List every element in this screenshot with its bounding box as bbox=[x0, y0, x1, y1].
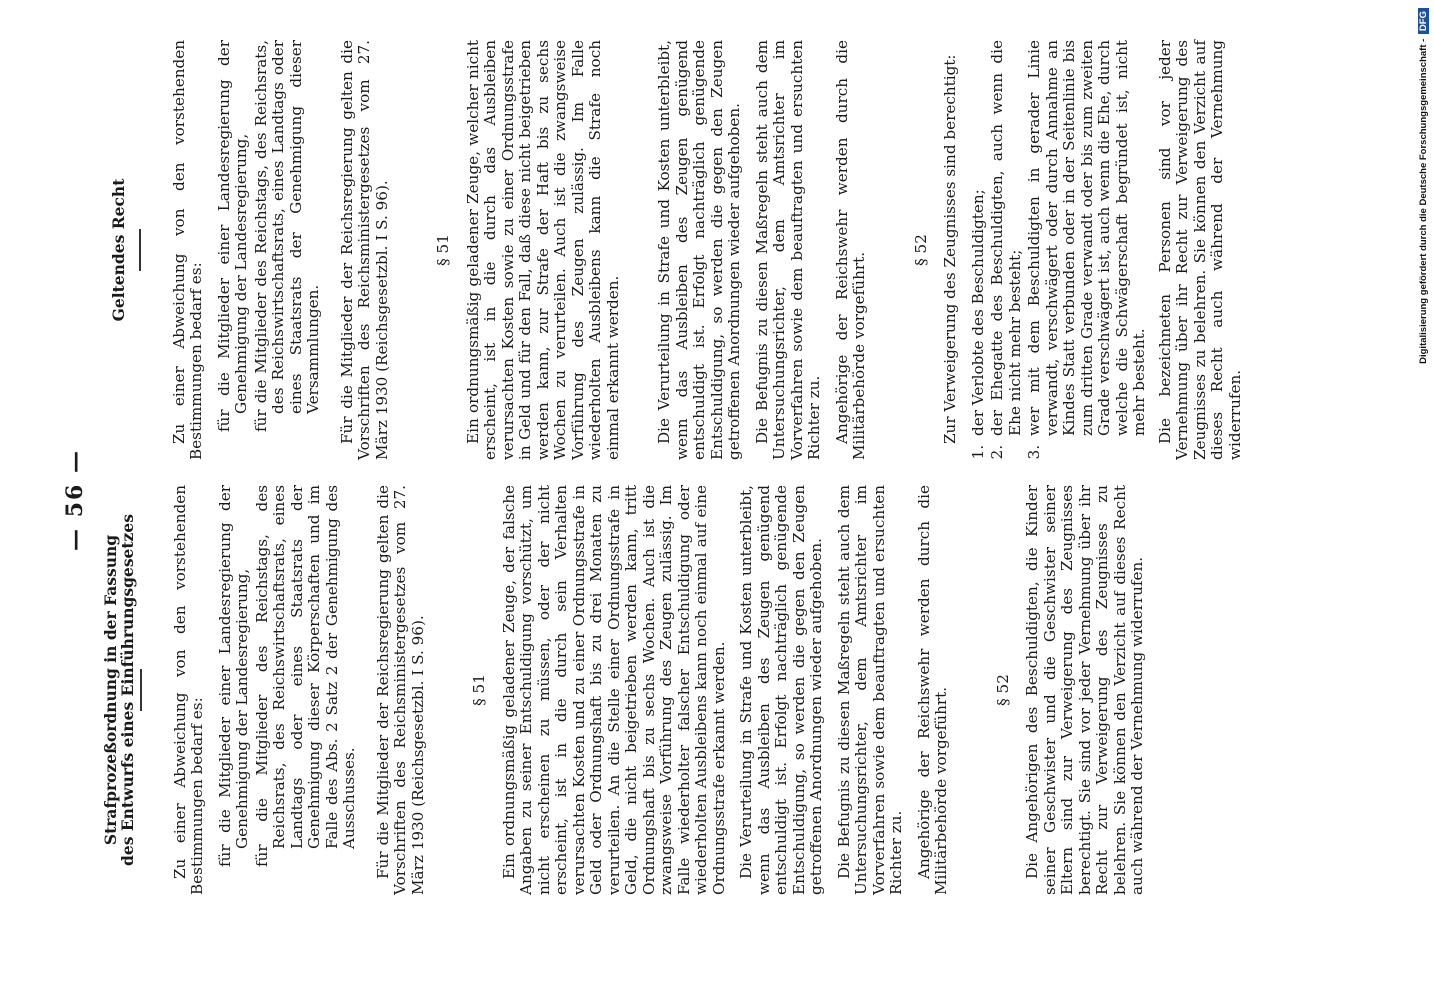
right-reichsminister: Für die Mitglieder der Reichsregierung gelten die Vorschriften des Reichsministergesetzes vom 27. März 1930 (Reichsgesetzbl. I S. 96). bbox=[337, 40, 391, 460]
left-column-title bbox=[102, 485, 136, 895]
right-column-title: Geltendes Recht bbox=[109, 178, 128, 322]
digitization-notice bbox=[1418, 8, 1432, 388]
dfg-logo: DFG bbox=[1418, 8, 1429, 34]
right-section-51: § 51 bbox=[434, 234, 452, 266]
right-51-p3: Die Befugnis zu diesen Maßregeln steht auch dem Untersuchungsrichter, dem Amtsrichter im Vorverfahren sowie dem beauftragten und ersuchten Richter zu. bbox=[752, 40, 823, 460]
right-52-list bbox=[970, 40, 1149, 460]
left-item-1: für die Mitglieder einer Landesregierung der Genehmigung der Landesregierung, bbox=[215, 485, 251, 867]
list-item: 1. der Verlobte des Beschuldigten; bbox=[970, 40, 988, 440]
right-51-p1: Ein ordnungsmäßig geladener Zeuge, welcher nicht erscheint, ist in die durch das Ausbleiben verursachten Kosten sowie zu einer Ordnungsstrafe in Geld und für den Fall, daß diese nicht beigetrieben werden kann, zur Strafe der Haft bis zu sechs Wochen zu verurteilen. Auch ist die zwangsweise Vorführung des Zeugen zulässig. Im Falle wiederholten Ausbleibens kann die Strafe noch einmal erkannt werden. bbox=[463, 40, 622, 460]
left-51-p4: Angehörige der Reichswehr werden durch die Militärbehörde vorgeführt. bbox=[914, 485, 950, 895]
right-column bbox=[102, 40, 1254, 460]
right-51-p4: Angehörige der Reichswehr werden durch die Militärbehörde vorgeführt. bbox=[832, 40, 868, 460]
left-title-line-2: des Entwurfs eines Einführungsgesetzes bbox=[118, 514, 137, 866]
right-section-52: § 52 bbox=[911, 234, 930, 266]
sidebar-credit: Digitalisierung gefördert durch die Deutsche Forschungsgemeinschaft - bbox=[1418, 38, 1429, 364]
right-51-p2: Die Verurteilung in Strafe und Kosten unterbleibt, wenn das Ausbleiben des Zeugen genügend entschuldigt ist. Erfolgt nachträglich genügende Entschuldigung, so werden die gegen den Zeugen getroffenen Anordnungen wieder aufgehoben. bbox=[655, 40, 743, 460]
page-number: — 56 — bbox=[62, 449, 88, 551]
right-52-intro: Zur Verweigerung des Zeugnisses sind berechtigt: bbox=[941, 54, 959, 444]
left-52-p1: Die Angehörigen des Beschuldigten, die Kinder seiner Geschwister und die Geschwister seiner Eltern sind zur Verweigerung des Zeugnisses berechtigt. Sie sind vor jeder Vernehmung über ihr Recht zur Verweigerung des Zeugnisses zu belehren. Sie können den Verzicht auf dieses Recht auch während der Vernehmung widerrufen. bbox=[1023, 485, 1146, 895]
left-51-p3: Die Befugnis zu diesen Maßregeln steht auch dem Untersuchungsrichter, dem Amtsrichter im Vorverfahren sowie dem beauftragten und ersuchten Richter zu. bbox=[834, 485, 905, 895]
list-item: 3. wer mit dem Beschuldigten in gerader Linie verwandt, verschwägert oder durch Annahme an Kindes Statt verbunden oder in der Seitenlinie bis zum dritten Grade verwandt oder bis zum zweiten Grade verschwägert ist, auch wenn die Ehe, durch welche die Schwägerschaft begründet ist, nicht mehr besteht. bbox=[1026, 40, 1149, 440]
right-intro: Zu einer Abweichung von den vorstehenden Bestimmungen bedarf es: bbox=[169, 40, 205, 460]
left-51-p1: Ein ordnungsmäßig geladener Zeuge, der falsche Angaben zu seiner Entschuldigung vorschützt, um nicht erscheinen zu müssen, oder der nicht erscheint, ist in die durch sein Verhalten verursachten Kosten und zu einer Ordnungsstrafe in Geld oder Ordnungshaft bis zu drei Monaten zu verurteilen. An die Stelle einer Ordnungsstrafe in Geld, die nicht beigetrieben werden kann, tritt Ordnungshaft bis zu sechs Wochen. Auch ist die zwangsweise Vorführung des Zeugen zulässig. Im Falle wiederholter falscher Entschuldigung oder wiederholten Ausbleibens kann noch einmal auf eine Ordnungsstrafe erkannt werden. bbox=[499, 485, 728, 895]
left-title-line-1: Strafprozeßordnung in der Fassung bbox=[101, 534, 120, 846]
left-intro: Zu einer Abweichung von den vorstehenden Bestimmungen bedarf es: bbox=[170, 485, 206, 895]
list-item: 2. der Ehegatte des Beschuldigten, auch wenn die Ehe nicht mehr besteht; bbox=[989, 40, 1024, 440]
left-title-rule bbox=[140, 669, 142, 711]
right-title-rule bbox=[139, 229, 141, 271]
left-reichsminister: Für die Mitglieder der Reichsregierung gelten die Vorschriften des Reichsministergesetzes vom 27. März 1930 (Reichsgesetzbl. I S. 96). bbox=[373, 485, 427, 895]
left-51-p2: Die Verurteilung in Strafe und Kosten unterbleibt, wenn das Ausbleiben des Zeugen genügend entschuldigt ist. Erfolgt nachträglich genügende Entschuldigung, so werden die gegen den Zeugen getroffenen Anordnungen wieder aufgehoben. bbox=[737, 485, 825, 895]
left-item-2: für die Mitglieder des Reichstags, des Reichsrats, des Reichswirtschaftsrats, eines Landtags oder eines Staatsrats der Genehmigung dieser Körperschaften und im Falle des Abs. 2 Satz 2 der Genehmigung des Ausschusses. bbox=[252, 485, 358, 867]
right-item-1: für die Mitglieder einer Landesregierung der Genehmigung der Landesregierung, bbox=[214, 40, 250, 432]
right-52-end: Die bezeichneten Personen sind vor jeder Vernehmung über ihr Recht zur Verweigerung des Zeugnisses zu belehren. Sie können den Verzicht auf dieses Recht auch während der Vernehmung widerrufen. bbox=[1155, 40, 1244, 460]
right-item-2: für die Mitglieder des Reichstags, des Reichsrats, des Reichswirtschaftsrats, eines Landtags oder eines Staatsrats der Genehmigung dieser Versammlungen. bbox=[251, 40, 322, 432]
left-column bbox=[102, 485, 1157, 895]
left-section-51: § 51 bbox=[470, 674, 488, 706]
digitization-notice-text bbox=[1418, 8, 1432, 388]
left-section-52: § 52 bbox=[993, 674, 1012, 706]
